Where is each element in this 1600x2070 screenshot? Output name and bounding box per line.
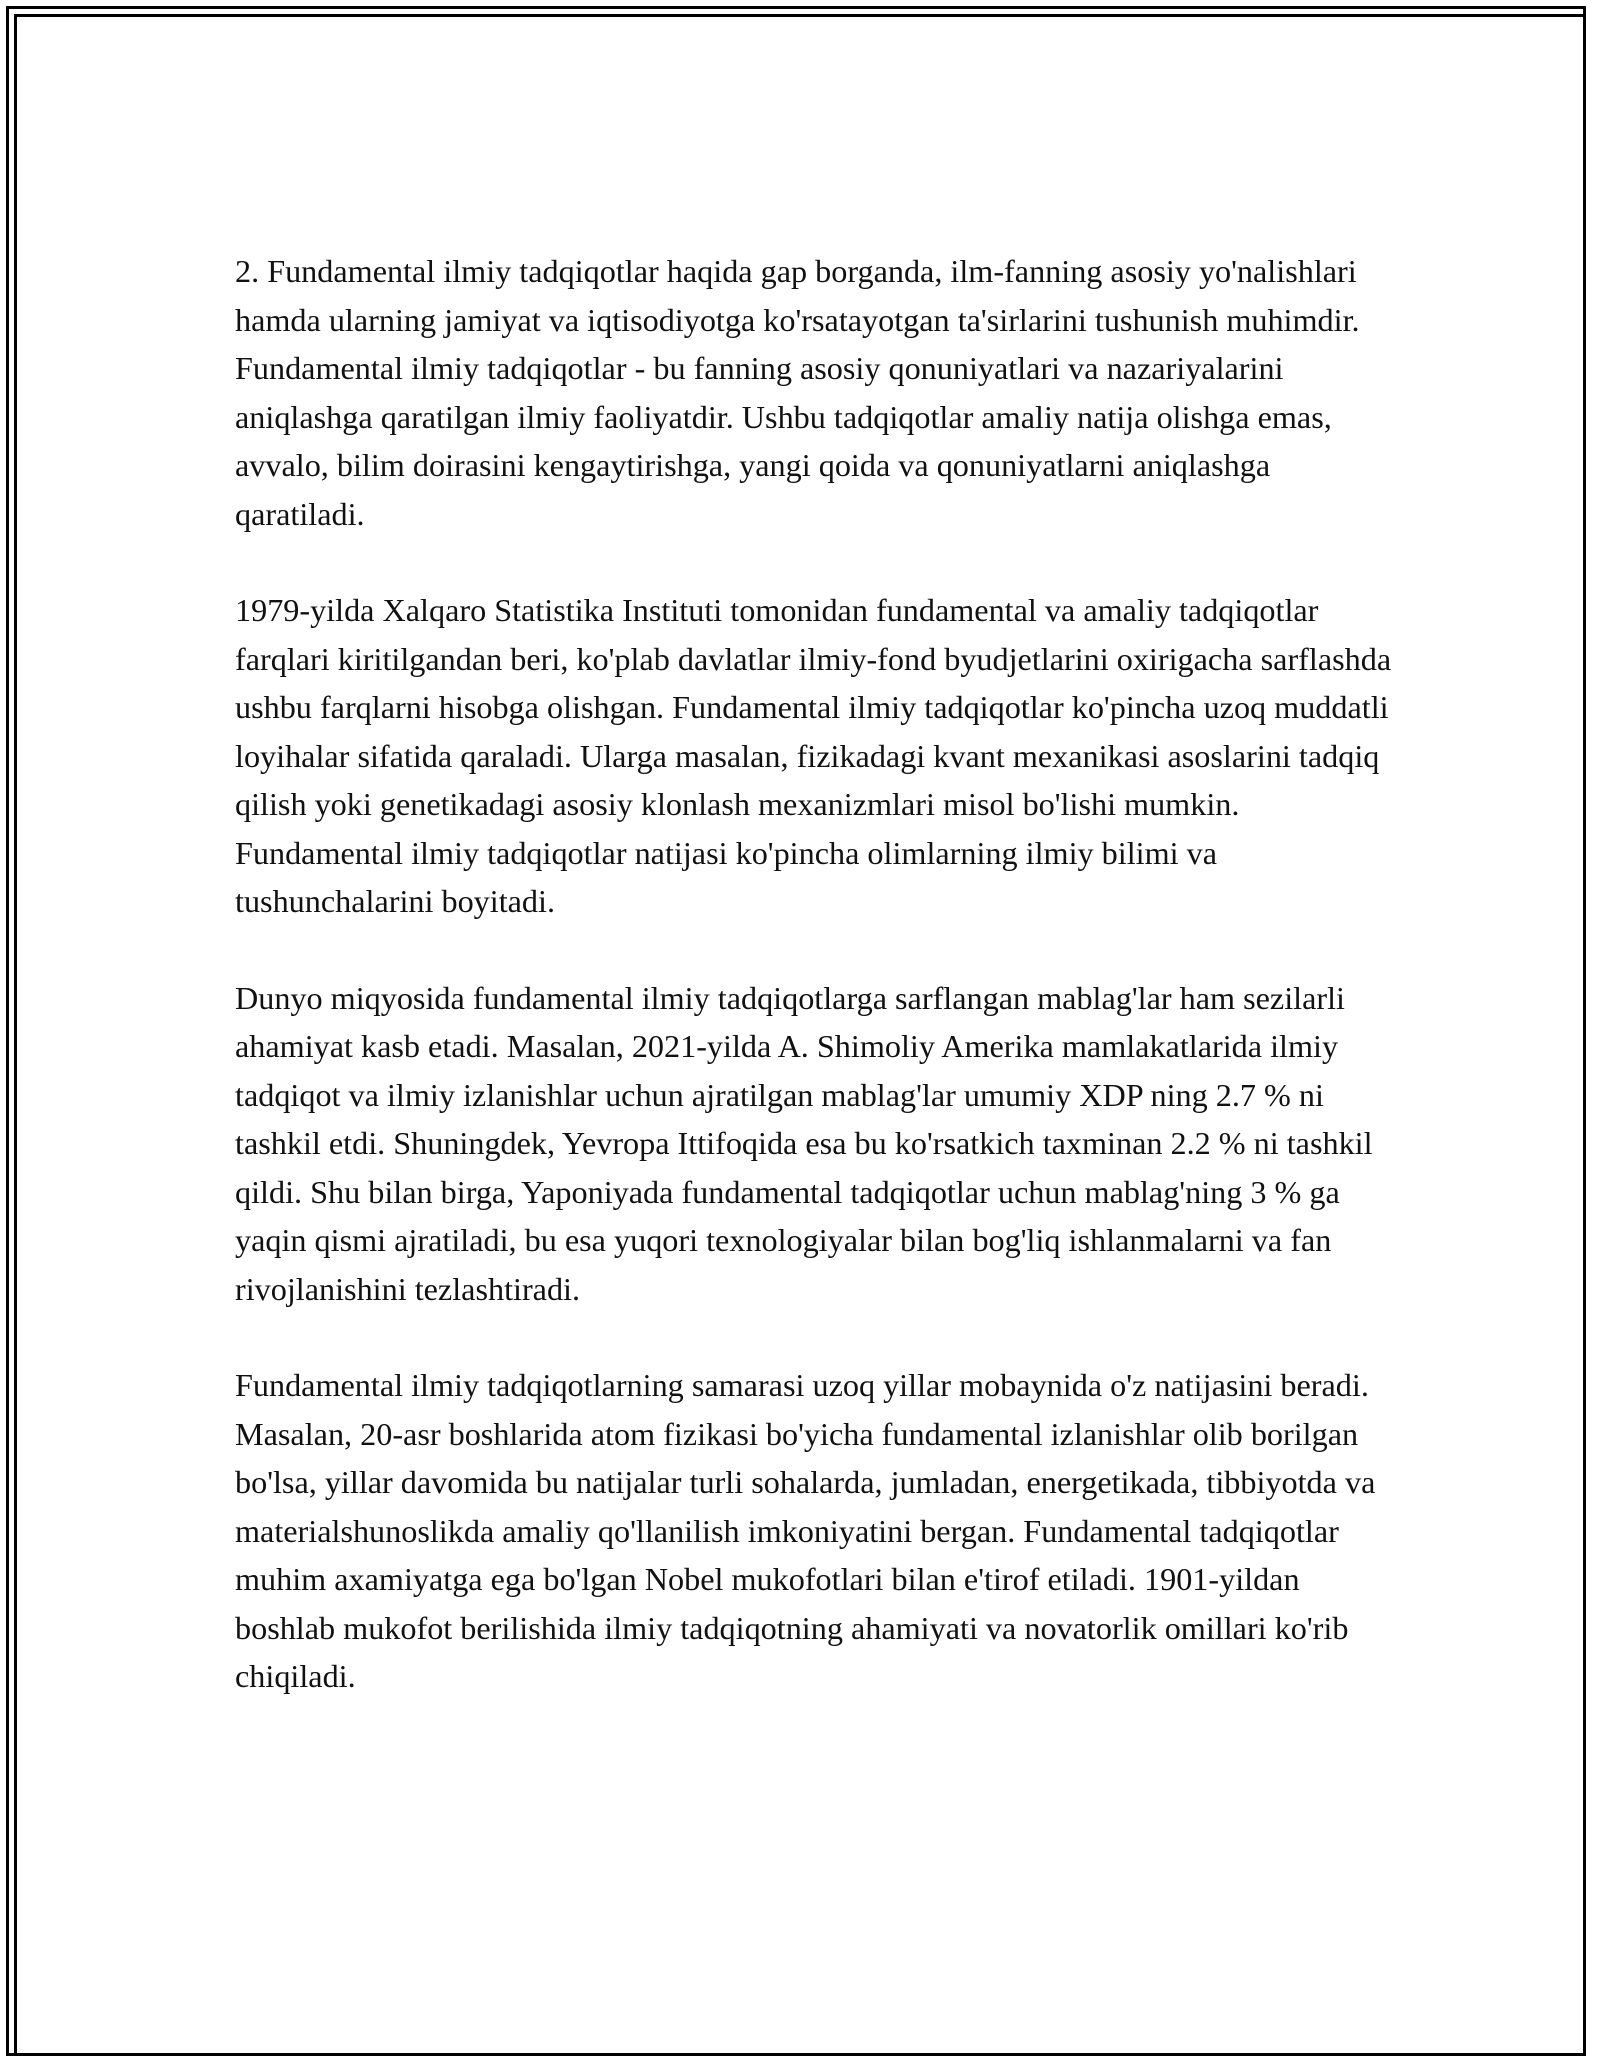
paragraph-3: Dunyo miqyosida fundamental ilmiy tadqiqotlarga sarflangan mablag'lar ham sezilarli ahamiyat kasb etadi. Masalan, 2021-yilda A. Shimoliy Amerika mamlakatlarida ilmiy tadqiqot va ilmiy izlanishlar uchun ajratilgan mablag'lar umumiy XDP ning 2.7 % ni tashkil etdi. Shuningdek, Yevropa Ittifoqida esa bu ko'rsatkich taxminan 2.2 % ni tashkil qildi. Shu bilan birga, Yaponiyada fundamental tadqiqotlar uchun mablag'ning 3 % ga yaqin qismi ajratiladi, bu esa yuqori texnologiyalar bilan bog'liq ishlanmalarni va fan rivojlanishini tezlashtiradi. [235,979,1373,1307]
paragraph-2: 1979-yilda Xalqaro Statistika Instituti tomonidan fundamental va amaliy tadqiqotlar farqlari kiritilgandan beri, ko'plab davlatlar ilmiy-fond byudjetlarini oxirigacha sarflashda ushbu farqlarni hisobga olishgan. Fundamental ilmiy tadqiqotlar ko'pincha uzoq muddatli loyihalar sifatida qaraladi. Ularga masalan, fizikadagi kvant mexanikasi asoslarini tadqiq qilish yoki genetikadagi asosiy klonlash mexanizmlari misol bo'lishi mumkin. Fundamental ilmiy tadqiqotlar natijasi ko'pincha olimlarning ilmiy bilimi va tushunchalarini boyitadi. [235,592,1392,919]
document-body [235,247,1395,1701]
paragraph-1: 2. Fundamental ilmiy tadqiqotlar haqida gap borganda, ilm-fanning asosiy yo'nalishlari hamda ularning jamiyat va iqtisodiyotga ko'rsatayotgan ta'sirlarini tushunish muhimdir. Fundamental ilmiy tadqiqotlar - bu fanning asosiy qonuniyatlari va nazariyalarini aniqlashga qaratilgan ilmiy faoliyatdir. Ushbu tadqiqotlar amaliy natija olishga emas, avvalo, bilim doirasini kengaytirishga, yangi qoida va qonuniyatlarni aniqlashga qaratiladi. [235,253,1360,532]
paragraph-4: Fundamental ilmiy tadqiqotlarning samarasi uzoq yillar mobaynida o'z natijasini beradi. Masalan, 20-asr boshlarida atom fizikasi bo'yicha fundamental izlanishlar olib borilgan bo'lsa, yillar davomida bu natijalar turli sohalarda, jumladan, energetikada, tibbiyotda va materialshunoslikda amaliy qo'llanilish imkoniyatini bergan. Fundamental tadqiqotlar muhim axamiyatga ega bo'lgan Nobel mukofotlari bilan e'tirof etiladi. 1901-yildan boshlab mukofot berilishida ilmiy tadqiqotning ahamiyati va novatorlik omillari ko'rib chiqiladi. [235,1367,1376,1694]
